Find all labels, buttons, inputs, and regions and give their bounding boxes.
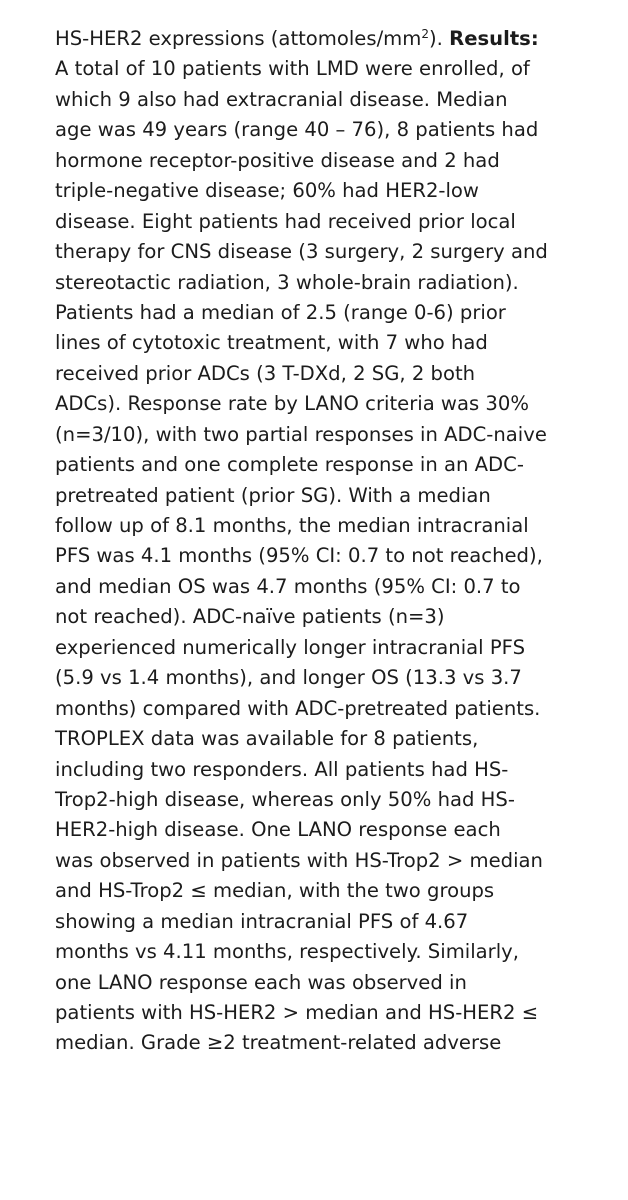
text-fragment: ).: [429, 27, 450, 50]
text-line: PFS was 4.1 months (95% CI: 0.7 to not reached),: [55, 544, 543, 568]
text-line: triple-negative disease; 60% had HER2-low: [55, 179, 479, 203]
text-fragment: HS-HER2 expressions (attomoles/mm: [55, 27, 422, 50]
abstract-text-block: [55, 24, 628, 1059]
text-line: stereotactic radiation, 3 whole-brain radiation).: [55, 270, 519, 294]
text-line: received prior ADCs (3 T-DXd, 2 SG, 2 both: [55, 361, 476, 385]
text-line: Trop2-high disease, whereas only 50% had HS-: [55, 787, 515, 811]
text-line: including two responders. All patients had HS-: [55, 757, 509, 781]
text-line: which 9 also had extracranial disease. Median: [55, 87, 508, 111]
text-line: pretreated patient (prior SG). With a median: [55, 483, 491, 507]
text-line: disease. Eight patients had received prior local: [55, 209, 516, 233]
text-line: age was 49 years (range 40 – 76), 8 patients had: [55, 118, 539, 142]
results-heading: Results:: [449, 27, 539, 50]
text-line: hormone receptor-positive disease and 2 had: [55, 148, 500, 172]
text-line: showing a median intracranial PFS of 4.67: [55, 909, 469, 933]
superscript: 2: [421, 27, 429, 41]
text-line: TROPLEX data was available for 8 patients,: [55, 727, 479, 751]
text-line: not reached). ADC-naïve patients (n=3): [55, 605, 445, 629]
text-line: patients with HS-HER2 > median and HS-HER2 ≤: [55, 1001, 539, 1024]
text-line: Patients had a median of 2.5 (range 0-6) prior: [55, 300, 506, 324]
text-line: was observed in patients with HS-Trop2 > median: [55, 848, 543, 872]
text-line: and HS-Trop2 ≤ median, with the two groups: [55, 879, 495, 903]
text-line: months vs 4.11 months, respectively. Similarly,: [55, 940, 519, 964]
text-line: (5.9 vs 1.4 months), and longer OS (13.3 vs 3.7: [55, 666, 522, 690]
text-line: follow up of 8.1 months, the median intracranial: [55, 514, 529, 537]
text-line: [55, 24, 628, 54]
text-line: ADCs). Response rate by LANO criteria was 30%: [55, 392, 529, 416]
text-line: (n=3/10), with two partial responses in ADC-naive: [55, 422, 547, 446]
text-line: one LANO response each was observed in: [55, 970, 467, 994]
text-line: therapy for CNS disease (3 surgery, 2 surgery and: [55, 240, 548, 264]
text-line: lines of cytotoxic treatment, with 7 who had: [55, 331, 488, 355]
text-line: and median OS was 4.7 months (95% CI: 0.7 to: [55, 574, 521, 598]
text-line: months) compared with ADC-pretreated patients.: [55, 696, 541, 720]
text-line: experienced numerically longer intracranial PFS: [55, 635, 526, 659]
text-line: A total of 10 patients with LMD were enrolled, of: [55, 57, 530, 81]
text-line: median. Grade ≥2 treatment-related adverse: [55, 1031, 502, 1055]
text-line: HER2-high disease. One LANO response each: [55, 818, 501, 842]
text-line: patients and one complete response in an ADC-: [55, 453, 524, 477]
